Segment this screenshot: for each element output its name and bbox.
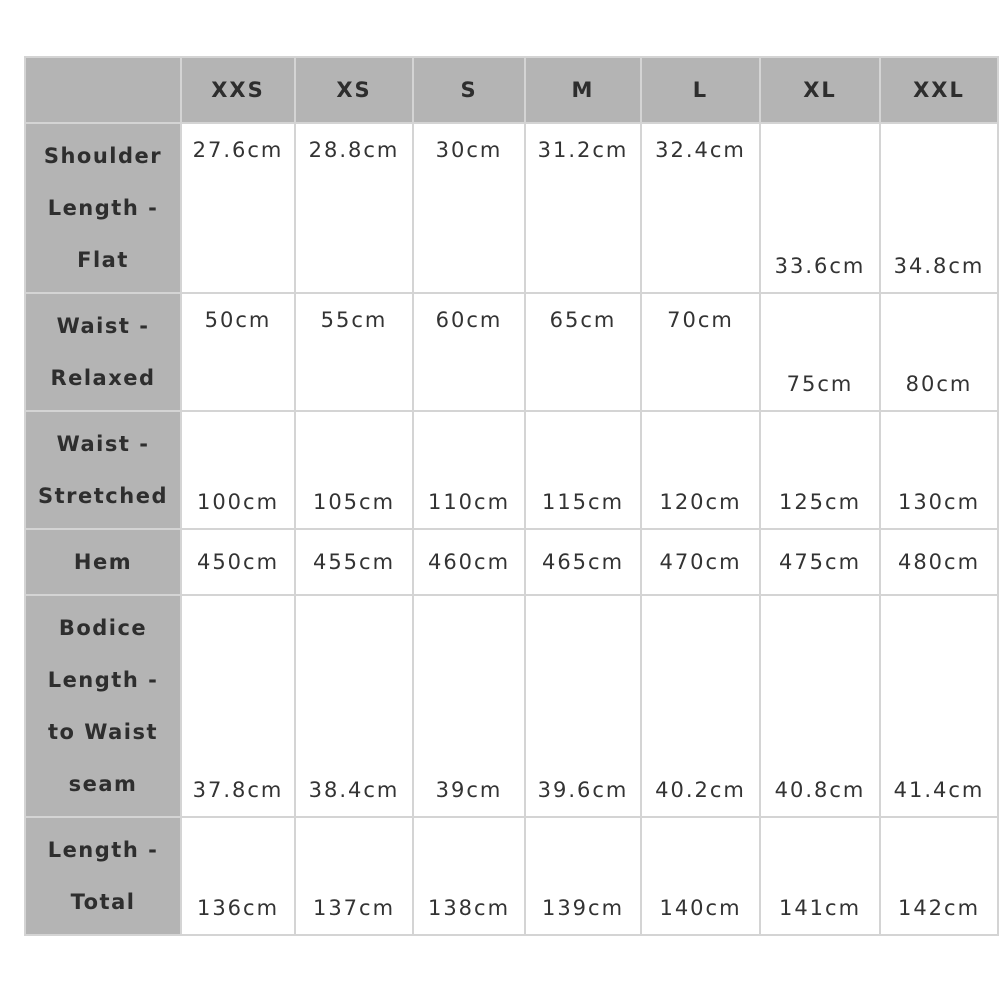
value-cell: 115cm bbox=[525, 411, 641, 529]
label-line: Waist - bbox=[56, 314, 150, 338]
corner-cell bbox=[25, 57, 181, 123]
value-cell: 80cm bbox=[880, 293, 998, 411]
value-cell: 31.2cm bbox=[525, 123, 641, 293]
label-line: Bodice bbox=[58, 616, 148, 640]
row-waist-stretched bbox=[25, 411, 998, 529]
size-chart-table bbox=[24, 56, 999, 936]
size-header-xs: XS bbox=[295, 57, 413, 123]
value-cell: 120cm bbox=[641, 411, 760, 529]
size-header-s: S bbox=[413, 57, 525, 123]
value-cell: 138cm bbox=[413, 817, 525, 935]
size-header-l: L bbox=[641, 57, 760, 123]
value-cell: 130cm bbox=[880, 411, 998, 529]
value-cell: 32.4cm bbox=[641, 123, 760, 293]
row-label-waist-stretched bbox=[25, 411, 181, 529]
value-cell: 50cm bbox=[181, 293, 295, 411]
value-cell: 39cm bbox=[413, 595, 525, 817]
label-line: Length - bbox=[47, 838, 159, 862]
value-cell: 136cm bbox=[181, 817, 295, 935]
size-header-xxs: XXS bbox=[181, 57, 295, 123]
value-cell: 28.8cm bbox=[295, 123, 413, 293]
value-cell: 41.4cm bbox=[880, 595, 998, 817]
value-cell: 480cm bbox=[880, 529, 998, 595]
row-length-total bbox=[25, 817, 998, 935]
row-label-length-total bbox=[25, 817, 181, 935]
label-line: Total bbox=[70, 890, 136, 914]
value-cell: 30cm bbox=[413, 123, 525, 293]
label-line: to Waist bbox=[47, 720, 159, 744]
size-header-m: M bbox=[525, 57, 641, 123]
value-cell: 105cm bbox=[295, 411, 413, 529]
value-cell: 455cm bbox=[295, 529, 413, 595]
value-cell: 470cm bbox=[641, 529, 760, 595]
row-label-shoulder-length bbox=[25, 123, 181, 293]
row-label-waist-relaxed bbox=[25, 293, 181, 411]
value-cell: 75cm bbox=[760, 293, 880, 411]
value-cell: 140cm bbox=[641, 817, 760, 935]
size-chart-container bbox=[24, 56, 999, 936]
label-line: Hem bbox=[73, 550, 133, 574]
row-bodice-length bbox=[25, 595, 998, 817]
label-line: Relaxed bbox=[50, 366, 156, 390]
value-cell: 450cm bbox=[181, 529, 295, 595]
size-header-row bbox=[25, 57, 998, 123]
label-line: Waist - bbox=[56, 432, 150, 456]
label-line: Shoulder bbox=[43, 144, 163, 168]
size-header-xl: XL bbox=[760, 57, 880, 123]
value-cell: 55cm bbox=[295, 293, 413, 411]
value-cell: 465cm bbox=[525, 529, 641, 595]
value-cell: 125cm bbox=[760, 411, 880, 529]
label-line: seam bbox=[68, 772, 138, 796]
row-waist-relaxed bbox=[25, 293, 998, 411]
value-cell: 110cm bbox=[413, 411, 525, 529]
value-cell: 65cm bbox=[525, 293, 641, 411]
value-cell: 137cm bbox=[295, 817, 413, 935]
size-header-xxl: XXL bbox=[880, 57, 998, 123]
row-hem bbox=[25, 529, 998, 595]
value-cell: 38.4cm bbox=[295, 595, 413, 817]
value-cell: 70cm bbox=[641, 293, 760, 411]
label-line: Length - bbox=[47, 668, 159, 692]
value-cell: 142cm bbox=[880, 817, 998, 935]
value-cell: 34.8cm bbox=[880, 123, 998, 293]
value-cell: 475cm bbox=[760, 529, 880, 595]
label-line: Flat bbox=[77, 248, 129, 272]
value-cell: 37.8cm bbox=[181, 595, 295, 817]
value-cell: 27.6cm bbox=[181, 123, 295, 293]
value-cell: 460cm bbox=[413, 529, 525, 595]
row-label-bodice-length bbox=[25, 595, 181, 817]
value-cell: 60cm bbox=[413, 293, 525, 411]
value-cell: 39.6cm bbox=[525, 595, 641, 817]
row-label-hem bbox=[25, 529, 181, 595]
value-cell: 100cm bbox=[181, 411, 295, 529]
label-line: Length - bbox=[47, 196, 159, 220]
row-shoulder-length bbox=[25, 123, 998, 293]
value-cell: 141cm bbox=[760, 817, 880, 935]
value-cell: 139cm bbox=[525, 817, 641, 935]
value-cell: 40.2cm bbox=[641, 595, 760, 817]
value-cell: 33.6cm bbox=[760, 123, 880, 293]
label-line: Stretched bbox=[38, 484, 168, 508]
value-cell: 40.8cm bbox=[760, 595, 880, 817]
